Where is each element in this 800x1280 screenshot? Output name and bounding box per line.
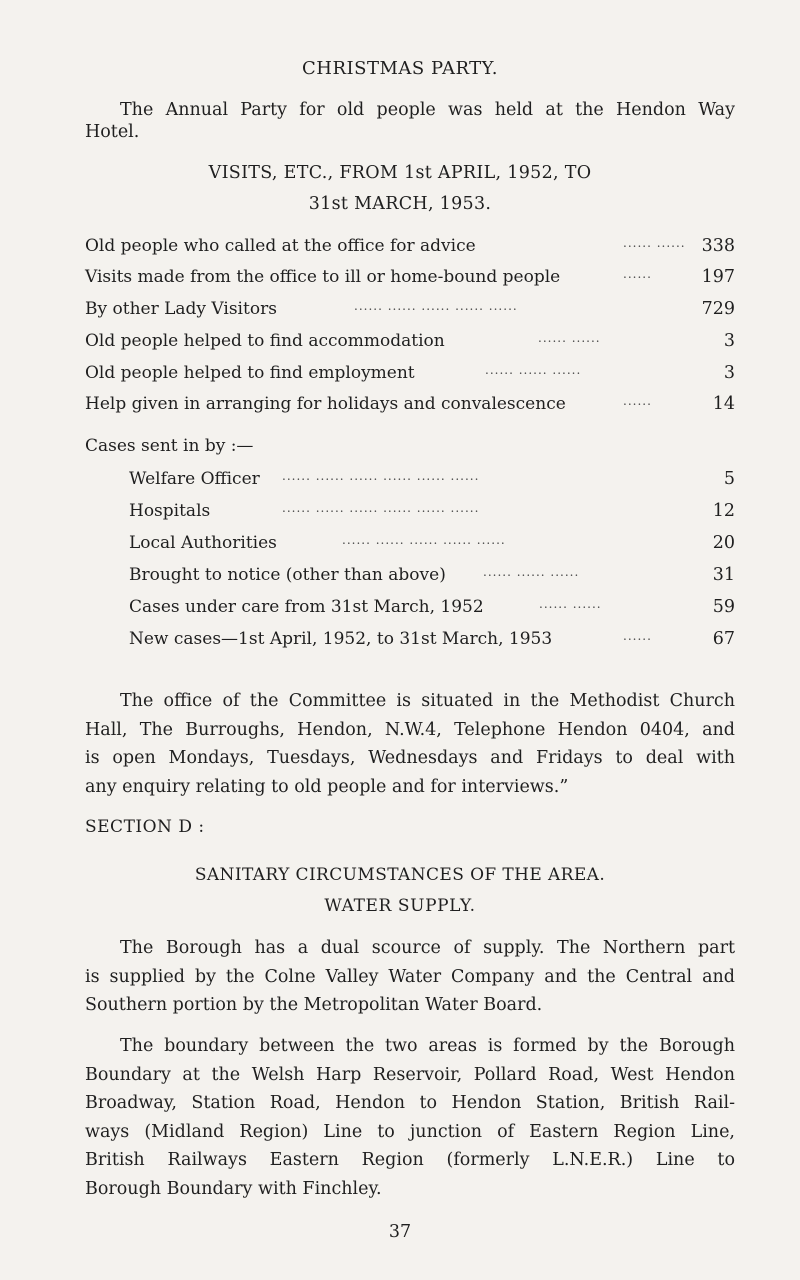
paragraph-line: ways (Midland Region) Line to junction of Eastern Region Line, bbox=[85, 1121, 735, 1142]
office-paragraph bbox=[85, 687, 735, 801]
row-value: 12 bbox=[712, 501, 735, 521]
cases-heading: Cases sent in by :— bbox=[85, 436, 254, 456]
row-label: Old people helped to find accommodation bbox=[85, 331, 445, 351]
cases-row bbox=[129, 597, 735, 623]
row-value: 3 bbox=[723, 331, 735, 351]
paragraph-line: is open Mondays, Tuesdays, Wednesdays and Fridays to deal with bbox=[85, 748, 735, 769]
visits-row bbox=[85, 363, 735, 389]
leader-dots: ...... bbox=[623, 629, 652, 643]
leader-dots: ...... ...... bbox=[539, 597, 602, 611]
cases-row bbox=[129, 629, 735, 655]
christmas-heading: CHRISTMAS PARTY. bbox=[302, 58, 498, 79]
visits-heading-line-1: VISITS, ETC., FROM 1st APRIL, 1952, TO bbox=[208, 163, 592, 183]
row-label: Visits made from the office to ill or home-bound people bbox=[85, 267, 561, 287]
visits-row bbox=[85, 236, 735, 262]
row-value: 31 bbox=[712, 565, 735, 585]
cases-row bbox=[129, 501, 735, 527]
row-value: 338 bbox=[701, 236, 735, 256]
visits-heading-line-2: 31st MARCH, 1953. bbox=[308, 194, 492, 214]
visits-row bbox=[85, 394, 735, 420]
leader-dots: ...... bbox=[623, 267, 652, 281]
row-label: By other Lady Visitors bbox=[85, 299, 277, 319]
visits-row bbox=[85, 267, 735, 293]
visits-row bbox=[85, 331, 735, 357]
row-value: 5 bbox=[723, 469, 735, 489]
visits-row bbox=[85, 299, 735, 325]
row-label: Help given in arranging for holidays and convalescence bbox=[85, 394, 566, 414]
leader-dots: ...... ...... bbox=[538, 331, 601, 345]
paragraph-line: any enquiry relating to old people and for interviews.” bbox=[85, 776, 569, 797]
leader-dots: ...... ...... ...... bbox=[485, 363, 582, 377]
section-title: SANITARY CIRCUMSTANCES OF THE AREA. bbox=[194, 865, 606, 885]
leader-dots: ...... ...... bbox=[623, 236, 686, 250]
leader-dots: ...... ...... ...... ...... ...... bbox=[342, 533, 506, 547]
christmas-text-line-2: Hotel. bbox=[85, 122, 140, 142]
paragraph-line: Hall, The Burroughs, Hendon, N.W.4, Telephone Hendon 0404, and bbox=[85, 719, 735, 740]
row-value: 67 bbox=[712, 629, 735, 649]
row-label: Welfare Officer bbox=[129, 469, 260, 489]
paragraph-line: The office of the Committee is situated in the Methodist Church bbox=[120, 691, 735, 711]
leader-dots: ...... ...... ...... ...... ...... ...... bbox=[282, 501, 480, 515]
paragraph-line: is supplied by the Colne Valley Water Company and the Central and bbox=[85, 966, 735, 987]
paragraph-line: Borough Boundary with Finchley. bbox=[85, 1178, 382, 1199]
row-label: Old people helped to find employment bbox=[85, 363, 415, 383]
section-label: SECTION D : bbox=[85, 817, 205, 837]
leader-dots: ...... bbox=[623, 394, 652, 408]
row-value: 14 bbox=[712, 394, 735, 414]
cases-row bbox=[129, 565, 735, 591]
paragraph-line: Broadway, Station Road, Hendon to Hendon Station, British Rail- bbox=[85, 1093, 735, 1114]
paragraph-line: Southern portion by the Metropolitan Water Board. bbox=[85, 995, 543, 1016]
row-value: 3 bbox=[723, 363, 735, 383]
cases-row bbox=[129, 533, 735, 559]
paragraph-line: The Borough has a dual scource of supply. The Northern part bbox=[120, 938, 735, 958]
paragraph-line: British Railways Eastern Region (formerly L.N.E.R.) Line to bbox=[85, 1150, 735, 1171]
leader-dots: ...... ...... ...... ...... ...... ...... bbox=[282, 469, 480, 483]
page-number: 37 bbox=[388, 1222, 412, 1242]
leader-dots: ...... ...... ...... ...... ...... bbox=[354, 299, 518, 313]
row-label: Hospitals bbox=[129, 501, 211, 521]
row-label: Old people who called at the office for advice bbox=[85, 236, 476, 256]
water-paragraph-1 bbox=[85, 934, 735, 1020]
paragraph-line: Boundary at the Welsh Harp Reservoir, Pollard Road, West Hendon bbox=[85, 1064, 735, 1085]
row-value: 197 bbox=[701, 267, 735, 287]
christmas-text-line-1: The Annual Party for old people was held at the Hendon Way bbox=[120, 100, 735, 120]
leader-dots: ...... ...... ...... bbox=[483, 565, 580, 579]
row-value: 59 bbox=[712, 597, 735, 617]
row-label: Cases under care from 31st March, 1952 bbox=[129, 597, 484, 617]
row-label: Local Authorities bbox=[129, 533, 277, 553]
row-value: 20 bbox=[712, 533, 735, 553]
row-value: 729 bbox=[701, 299, 735, 319]
row-label: Brought to notice (other than above) bbox=[129, 565, 446, 585]
section-subtitle: WATER SUPPLY. bbox=[324, 896, 476, 916]
paragraph-line: The boundary between the two areas is formed by the Borough bbox=[120, 1036, 735, 1056]
row-label: New cases—1st April, 1952, to 31st March, 1953 bbox=[129, 629, 553, 649]
cases-row bbox=[129, 469, 735, 495]
water-paragraph-2 bbox=[85, 1032, 735, 1204]
